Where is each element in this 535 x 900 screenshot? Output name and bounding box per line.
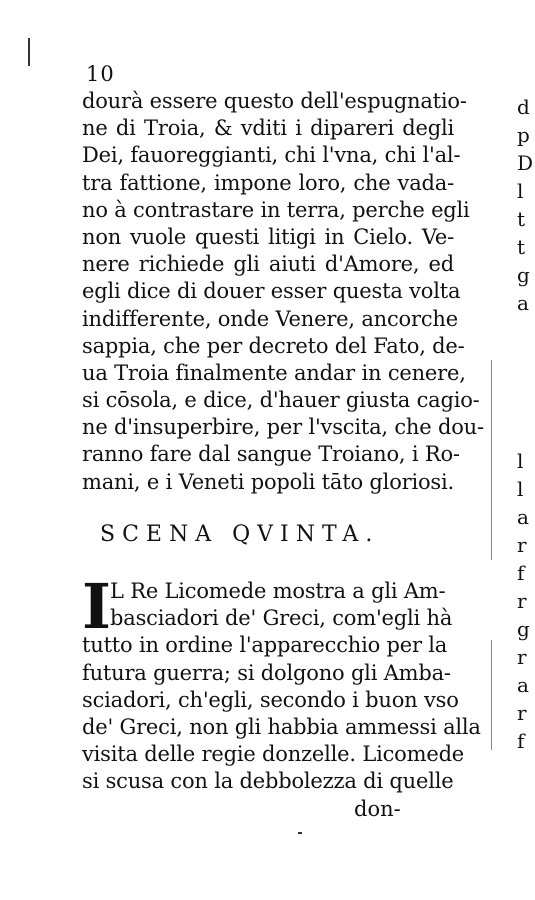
facing-page-letter: f	[517, 729, 525, 753]
gutter-mark	[28, 38, 30, 66]
page-number: 10	[86, 62, 115, 86]
text-line: no à contrastare in terra, perche egli	[82, 197, 470, 222]
facing-page-letter: p	[517, 123, 530, 147]
scene-text-line: visita delle regie donzelle. Licomede	[82, 742, 465, 767]
facing-page-letter: t	[517, 235, 526, 259]
facing-page-letter: l	[517, 179, 524, 203]
scene-body	[82, 570, 481, 796]
text-line: si cōsola, e dice, d'hauer giusta cagio-	[82, 388, 480, 413]
facing-page-letter: l	[517, 477, 524, 501]
text-line: ua Troia finalmente andar in cenere,	[82, 360, 466, 385]
text-line: sappia, che per decreto del Fato, de-	[82, 333, 465, 358]
facing-page-letter: a	[517, 505, 529, 529]
page-fold-line	[491, 360, 492, 560]
facing-page-letter: d	[517, 95, 530, 119]
scene-text-line: L Re Licomede mostra a gli Am-	[110, 579, 446, 603]
scene-text-line: sciadori, ch'egli, secondo i buon vso	[82, 687, 459, 712]
facing-page-strip	[510, 0, 535, 900]
page-fold-line-lower	[491, 640, 492, 750]
text-line: nere richiede gli aiuti d'Amore, ed	[82, 252, 454, 277]
drop-cap: I	[82, 570, 112, 643]
facing-page-letter: r	[517, 645, 527, 669]
facing-page-letter: f	[517, 561, 525, 585]
facing-page-letter: r	[517, 589, 527, 613]
scene-heading: SCENA QVINTA.	[100, 522, 380, 547]
text-line: ranno fare dal sangue Troiano, i Ro-	[82, 442, 460, 467]
facing-page-letter: a	[517, 291, 529, 315]
text-line: mani, e i Veneti popoli tāto gloriosi.	[82, 469, 454, 494]
scene-text-line: de' Greci, non gli habbia ammessi alla	[82, 714, 481, 739]
scene-text-line: si scusa con la debbolezza di quelle	[82, 769, 454, 794]
print-mark	[298, 832, 302, 834]
facing-page-letter: D	[517, 151, 534, 175]
scene-text-line: tutto in ordine l'apparecchio per la	[82, 633, 448, 658]
catchword: don-	[354, 797, 401, 821]
facing-page-letter: t	[517, 207, 526, 231]
text-line: ne di Troia, & vditi i dipareri degli	[82, 116, 454, 141]
text-line: tra fattione, impone loro, che vada-	[82, 170, 454, 195]
scene-text-line: futura guerra; si dolgono gli Amba-	[82, 660, 451, 685]
scene-text-line: basciadori de' Greci, com'egli hà	[110, 606, 453, 631]
text-line: dourà essere questo dell'espugnatio-	[82, 89, 467, 113]
text-line: Dei, fauoreggianti, chi l'vna, chi l'al-	[82, 143, 461, 168]
facing-page-letter: r	[517, 533, 527, 557]
facing-page-letter: a	[517, 673, 529, 697]
facing-page-letter: l	[517, 449, 524, 473]
facing-page-letter: g	[517, 263, 530, 287]
text-line: ne d'insuperbire, per l'vscita, che dou-	[82, 415, 484, 440]
text-line: indifferente, onde Venere, ancorche	[82, 306, 458, 331]
main-text-block	[82, 88, 484, 496]
text-line: egli dice di douer esser questa volta	[82, 279, 461, 304]
facing-page-letter: r	[517, 701, 527, 725]
facing-page-letter: g	[517, 617, 530, 641]
scene-lines	[82, 570, 481, 796]
text-line: non vuole questi litigi in Cielo. Ve-	[82, 224, 454, 249]
